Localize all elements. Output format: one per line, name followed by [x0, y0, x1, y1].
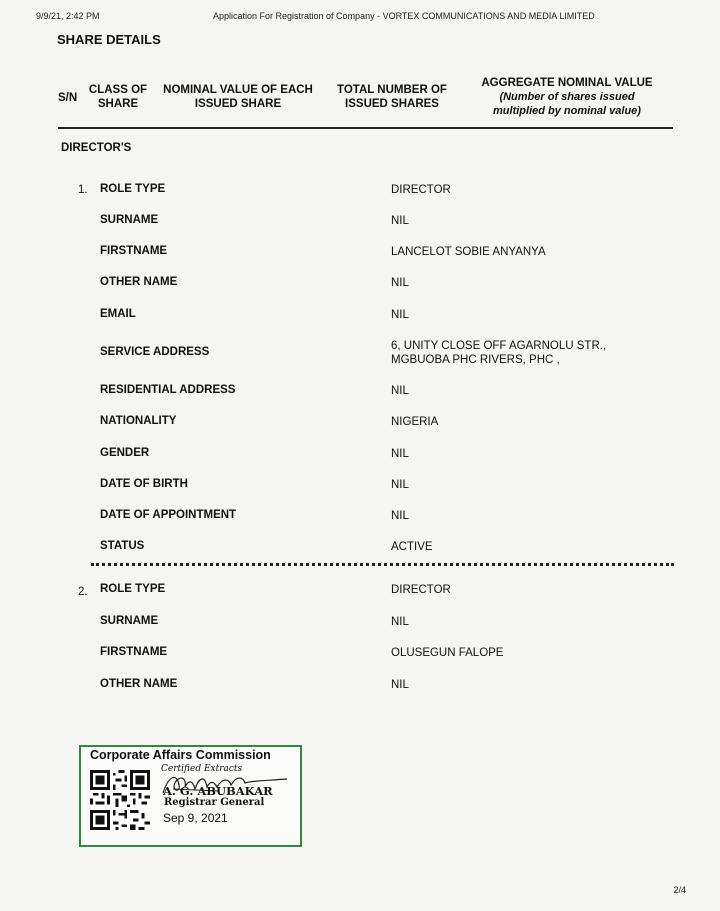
d1-role-type-label: ROLE TYPE — [100, 183, 166, 195]
directors-section-title: DIRECTOR'S — [61, 142, 132, 154]
d1-surname-label: SURNAME — [100, 214, 159, 226]
d1-email-value: NIL — [391, 309, 409, 321]
d1-email-label: EMAIL — [100, 308, 136, 320]
stamp-certified-extracts: Certified Extracts — [161, 764, 243, 774]
d1-dob-value: NIL — [391, 479, 409, 491]
d2-firstname-value: OLUSEGUN FALOPE — [391, 647, 504, 659]
d1-status-label: STATUS — [100, 540, 145, 552]
d1-residential-address-label: RESIDENTIAL ADDRESS — [100, 384, 236, 396]
d1-residential-address-value: NIL — [391, 385, 409, 397]
d1-gender-label: GENDER — [100, 447, 150, 459]
d1-doa-label: DATE OF APPOINTMENT — [100, 509, 237, 521]
column-class-of-share: CLASS OF SHARE — [88, 84, 148, 110]
d1-surname-value: NIL — [391, 215, 409, 227]
d1-firstname-value: LANCELOT SOBIE ANYANYA — [391, 246, 546, 258]
stamp-date: Sep 9, 2021 — [163, 811, 228, 825]
d1-gender-value: NIL — [391, 448, 409, 460]
d2-other-name-value: NIL — [391, 679, 409, 691]
d1-firstname-label: FIRSTNAME — [100, 245, 168, 257]
d1-doa-value: NIL — [391, 510, 409, 522]
d2-firstname-label: FIRSTNAME — [100, 646, 168, 658]
d2-role-type-value: DIRECTOR — [391, 584, 451, 596]
column-sn: S/N — [58, 92, 78, 104]
d1-service-address-value: 6, UNITY CLOSE OFF AGARNOLU STR., MGBUOBA PHC RIVERS, PHC , — [391, 340, 607, 366]
d1-dob-label: DATE OF BIRTH — [100, 478, 188, 490]
d1-other-name-label: OTHER NAME — [100, 276, 178, 288]
d1-service-address-label: SERVICE ADDRESS — [100, 346, 210, 358]
page-number: 2/4 — [673, 885, 686, 895]
print-document-title: Application For Registration of Company - VORTEX COMMUNICATIONS AND MEDIA LIMITED — [213, 11, 595, 21]
print-timestamp: 9/9/21, 2:42 PM — [36, 11, 100, 21]
d2-surname-label: SURNAME — [100, 615, 159, 627]
director-1-number: 1. — [78, 184, 88, 196]
d1-status-value: ACTIVE — [391, 541, 433, 553]
d1-nationality-label: NATIONALITY — [100, 415, 177, 427]
d2-other-name-label: OTHER NAME — [100, 678, 178, 690]
column-total-issued-shares: TOTAL NUMBER OF ISSUED SHARES — [337, 84, 447, 110]
d2-role-type-label: ROLE TYPE — [100, 583, 166, 595]
d1-nationality-value: NIGERIA — [391, 416, 439, 428]
director-2-number: 2. — [78, 586, 88, 598]
share-details-title: SHARE DETAILS — [57, 32, 161, 47]
stamp-title: Corporate Affairs Commission — [90, 748, 271, 762]
header-divider — [58, 127, 673, 129]
column-aggregate-nominal-value: AGGREGATE NOMINAL VALUE (Number of shares issued multiplied by nominal value) — [481, 77, 653, 117]
d1-other-name-value: NIL — [391, 277, 409, 289]
d1-role-type-value: DIRECTOR — [391, 184, 451, 196]
d2-surname-value: NIL — [391, 616, 409, 628]
column-nominal-value: NOMINAL VALUE OF EACH ISSUED SHARE — [163, 84, 313, 110]
certification-stamp — [79, 745, 302, 847]
stamp-registrar-name: A. G. ABUBAKAR — [163, 784, 273, 798]
stamp-registrar-role: Registrar General — [164, 797, 265, 808]
director-separator — [91, 563, 674, 566]
qr-code-icon — [90, 770, 150, 830]
